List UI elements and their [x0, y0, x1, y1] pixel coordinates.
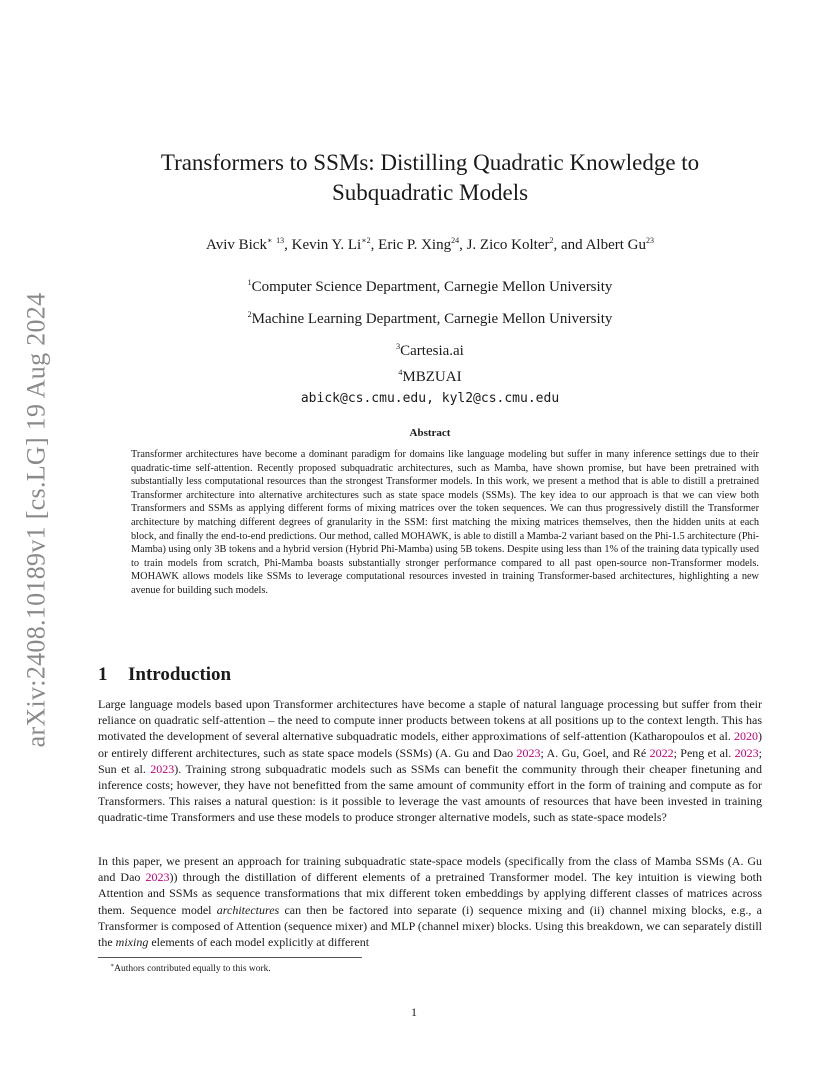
- citation-link[interactable]: 2023: [734, 745, 759, 760]
- author-1: [206, 237, 284, 253]
- affiliation-4: [100, 362, 760, 388]
- affiliation-marker: 3: [396, 342, 401, 351]
- author-name: Eric P. Xing: [378, 237, 452, 253]
- author-3: [378, 237, 459, 253]
- affiliation-text: Machine Learning Department, Carnegie Mellon University: [251, 311, 613, 327]
- affiliation-marker: 1: [247, 278, 252, 287]
- section-title: Introduction: [128, 664, 232, 685]
- citation-link[interactable]: 2023: [150, 761, 175, 776]
- paragraph-text: In this paper, we present an approach for training subquadratic state-space models (specifically from the class of Mamba SSMs (A. Gu and Dao: [98, 854, 762, 885]
- footnote: [110, 962, 271, 974]
- intro-paragraph-2: [98, 853, 762, 950]
- author-affiliation-marker: 23: [646, 236, 654, 245]
- footnote-text: Authors contributed equally to this work.: [114, 964, 271, 975]
- author-affiliation-marker: 2: [549, 236, 554, 245]
- paragraph-text: )) through the distillation of different elements of a pretrained Transformer model. The key intuition is viewing both Attention and SSMs as sequence transformations that mix different token embeddings by applying different classes of matrices across them. Sequence model: [98, 870, 762, 917]
- citation-link[interactable]: 2023: [145, 870, 170, 885]
- affiliation-1: [100, 272, 760, 298]
- abstract-text: Transformer architectures have become a dominant paradigm for domains like language modeling but suffer in many inference settings due to their quadratic-time self-attention. Recently proposed subquadratic architectures, such as Mamba, have shown promise, but have been pretrained with substantially less computational resources than the strongest Transformer models. In this work, we present a method that is able to distill a pretrained Transformer architecture into alternative architectures such as state space models (SSMs). The key idea to our approach is that we can view both Transformers and SSMs as applying different forms of mixing matrices over the token sequences. We can thus progressively distill the Transformer architecture by matching different degrees of granularity in the SSM: first matching the mixing matrices themselves, then the hidden units at each block, and finally the end-to-end predictions. Our method, called MOHAWK, is able to distill a Mamba-2 variant based on the Phi-1.5 architecture (Phi-Mamba) using only 3B tokens and a hybrid version (Hybrid Phi-Mamba) using 5B tokens. Despite using less than 1% of the training data typically used to train models from scratch, Phi-Mamba boasts substantially stronger performance compared to all past open-source non-Transformer models. MOHAWK allows models like SSMs to leverage computational resources invested in training Transformer-based architectures, highlighting a new avenue for building such models.: [131, 449, 759, 596]
- footnote-divider: [98, 957, 362, 958]
- page-number: 1: [411, 1005, 417, 1019]
- footnote-mark: ∗: [110, 963, 115, 969]
- author-separator: ,: [459, 237, 467, 253]
- paragraph-text: ; A. Gu, Goel, and Ré: [540, 745, 650, 760]
- affiliation-2: [100, 304, 760, 330]
- paragraph-text: can then be factored into separate (i) sequence mixing and (ii) channel mixing blocks, e.g., a Transformer is composed of Attention (sequence mixer) and MLP (channel mixer) blocks. Using this breakdown, we can separately distill the: [98, 902, 762, 950]
- paragraph-text: Large language models based upon Transformer architectures have become a staple of natural language processing but suffer from their reliance on quadratic self-attention – the need to compute inner products between tokens at all positions up to the context length. This has motivated the development of several alternative subquadratic models, either approximations of self-attention (Katharopoulos et al.: [98, 697, 762, 744]
- arxiv-identifier-stamp: [21, 280, 51, 760]
- paragraph-text: ; Peng et al.: [673, 745, 735, 760]
- emphasized-text: architectures: [216, 902, 280, 917]
- author-name: Kevin Y. Li: [291, 237, 362, 253]
- emphasized-text: mixing: [115, 935, 149, 950]
- title-line-2: Subquadratic Models: [331, 180, 529, 205]
- paragraph-text: ; Sun et al.: [98, 745, 762, 776]
- section-number: 1: [98, 664, 108, 685]
- author-name: Albert Gu: [585, 237, 646, 253]
- arxiv-identifier-text: arXiv:2408.10189v1 [cs.LG] 19 Aug 2024: [21, 292, 51, 748]
- abstract-heading: Abstract: [409, 427, 451, 439]
- author-name: J. Zico Kolter: [466, 237, 550, 253]
- paragraph-text: ). Training strong subquadratic models such as SSMs can benefit the community through their cheaper finetuning and inference costs; however, they have not benefitted from the same amount of community effort in the form of training and compute as for Transformers. This raises a natural question: is it possible to leverage the vast amounts of resources that have been invested in training quadratic-time Transformers and use these models to produce stronger alternative models, such as state-space models?: [98, 761, 762, 825]
- paper-title: [100, 148, 760, 208]
- author-4: [467, 237, 554, 253]
- affiliation-marker: 2: [247, 310, 252, 319]
- intro-paragraph-1: [98, 696, 762, 826]
- paragraph-text: elements of each model explicitly at different: [148, 935, 370, 950]
- author-2: [292, 237, 371, 253]
- author-separator: ,: [370, 237, 379, 253]
- equal-contribution-mark: ∗: [361, 236, 367, 245]
- author-list: [100, 230, 760, 256]
- title-line-1: Transformers to SSMs: Distilling Quadratic Knowledge to: [160, 150, 700, 175]
- author-affiliation-marker: 24: [451, 236, 460, 245]
- contact-emails: abick@cs.cmu.edu, kyl2@cs.cmu.edu: [300, 391, 560, 406]
- affiliation-3: [100, 336, 760, 362]
- affiliation-list: [100, 272, 760, 409]
- author-affiliation-marker: 2: [366, 236, 371, 245]
- citation-link[interactable]: 2023: [516, 745, 541, 760]
- equal-contribution-mark: ∗: [266, 236, 273, 245]
- author-affiliation-marker: 13: [276, 236, 285, 245]
- affiliation-text: MBZUAI: [402, 369, 462, 385]
- affiliation-text: Computer Science Department, Carnegie Mellon University: [251, 279, 613, 295]
- author-5: [586, 237, 654, 253]
- author-separator: , and: [553, 237, 586, 253]
- author-separator: ,: [284, 237, 292, 253]
- citation-link[interactable]: 2020: [734, 729, 758, 744]
- affiliation-text: Cartesia.ai: [400, 343, 464, 359]
- affiliation-marker: 4: [398, 368, 403, 377]
- author-name: Aviv Bick: [205, 237, 267, 253]
- section-heading-introduction: [98, 664, 498, 686]
- citation-link[interactable]: 2022: [649, 745, 674, 760]
- paragraph-text: ) or entirely different architectures, such as state space models (SSMs) (A. Gu and Dao: [98, 729, 762, 760]
